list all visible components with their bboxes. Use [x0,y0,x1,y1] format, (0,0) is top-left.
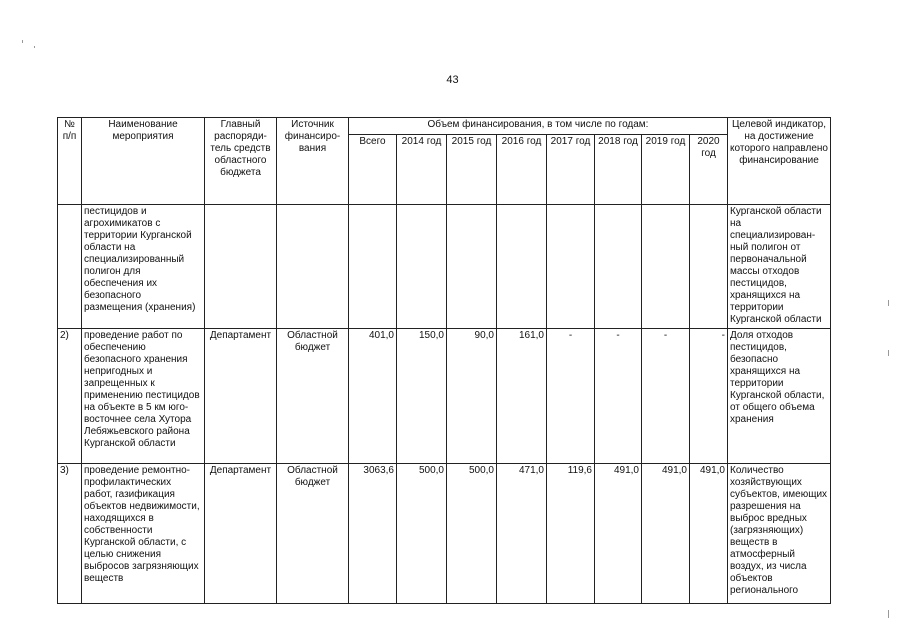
scan-mark [888,610,889,618]
row-name: пестицидов и агрохимикатов с территории Курганской области на специализированный полигон для обеспечения их безопасного размещения (хранения) [82,205,205,329]
row-year-2015: 500,0 [447,464,497,604]
header-year-2019: 2019 год [642,135,690,205]
row-num: 2) [58,329,82,464]
table-row [58,205,831,329]
row-indicator: Количество хозяйствующих субъектов, имеющих разрешения на выброс вредных (загрязняющих) веществ в атмосферный воздух, из числа объектов регионального [728,464,831,604]
header-year-2016: 2016 год [497,135,547,205]
header-year-2017: 2017 год [547,135,595,205]
row-year-2019: - [642,329,690,464]
row-name: проведение ремонтно-профилактических работ, газификация объектов недвижимости, находящихся в собственности Курганской области, с целью снижения выбросов загрязняющих веществ [82,464,205,604]
header-year-2020: 2020 год [690,135,728,205]
row-year-2016 [497,205,547,329]
page-number: 43 [446,74,459,86]
row-manager [205,205,277,329]
row-year-2014 [397,205,447,329]
header-year-2018: 2018 год [595,135,642,205]
row-source [277,205,349,329]
row-total [349,205,397,329]
table-row [58,464,831,604]
table-row [58,329,831,464]
row-total: 401,0 [349,329,397,464]
row-year-2018: 491,0 [595,464,642,604]
row-name: проведение работ по обеспечению безопасного хранения непригодных и запрещенных к применению пестицидов на объекте в 5 км юго-восточнее села Хутора Лебяжьевского района Курганской области [82,329,205,464]
row-num: 3) [58,464,82,604]
row-source: Областной бюджет [277,329,349,464]
header-manager: Главный распоряди- тель средств областного бюджета [205,118,277,205]
row-year-2018 [595,205,642,329]
header-year-2014: 2014 год [397,135,447,205]
header-num: № п/п [58,118,82,205]
header-year-2015: 2015 год [447,135,497,205]
row-year-2020: - [690,329,728,464]
financing-table [57,117,831,604]
row-year-2017 [547,205,595,329]
row-year-2020: 491,0 [690,464,728,604]
row-year-2019: 491,0 [642,464,690,604]
row-year-2014: 150,0 [397,329,447,464]
row-year-2016: 471,0 [497,464,547,604]
scan-mark [888,350,889,356]
row-indicator: Курганской области на специализирован-ный полигон от первоначальной массы отходов пестицидов, хранящихся на территории Курганской области [728,205,831,329]
row-year-2020 [690,205,728,329]
header-total: Всего [349,135,397,205]
row-manager: Департамент [205,464,277,604]
header-name: Наименование мероприятия [82,118,205,205]
row-num [58,205,82,329]
row-total: 3063,6 [349,464,397,604]
header-volume: Объем финансирования, в том числе по годам: [349,118,728,135]
row-manager: Департамент [205,329,277,464]
row-year-2018: - [595,329,642,464]
row-year-2015: 90,0 [447,329,497,464]
row-year-2016: 161,0 [497,329,547,464]
header-indicator: Целевой индикатор, на достижение которого направлено финансирование [728,118,831,205]
row-year-2017: 119,6 [547,464,595,604]
header-source: Источник финансиро- вания [277,118,349,205]
scan-mark [888,300,889,306]
scan-mark [22,40,23,43]
row-year-2019 [642,205,690,329]
scan-mark [34,46,35,48]
row-year-2014: 500,0 [397,464,447,604]
row-indicator: Доля отходов пестицидов, безопасно хранящихся на территории Курганской области, от общего объема хранения [728,329,831,464]
row-source: Областной бюджет [277,464,349,604]
row-year-2015 [447,205,497,329]
row-year-2017: - [547,329,595,464]
